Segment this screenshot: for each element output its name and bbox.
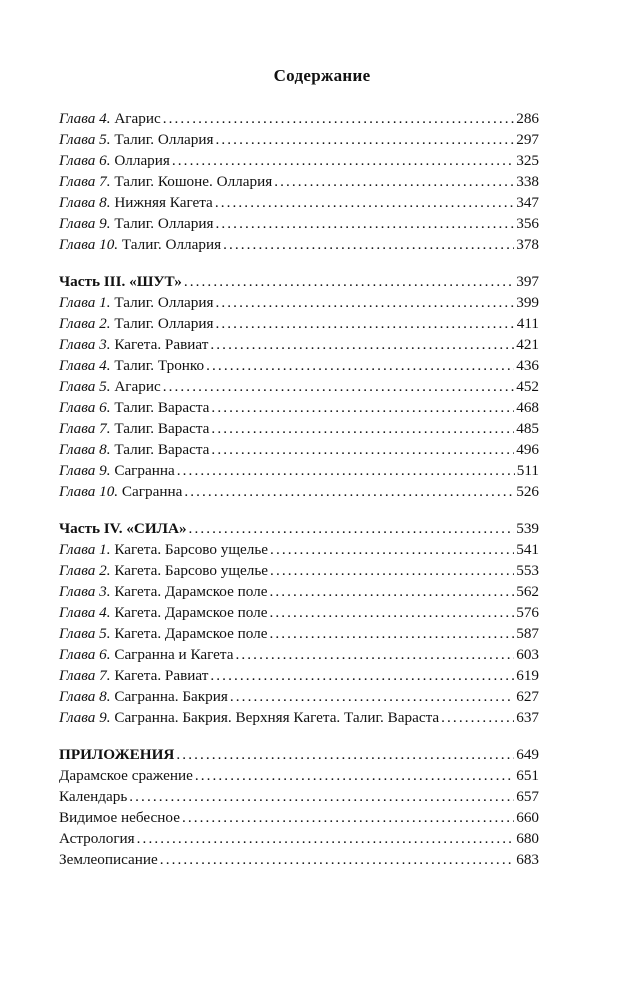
toc-entry[interactable]	[59, 707, 539, 728]
toc-entry[interactable]	[59, 292, 539, 313]
section-gap	[59, 255, 539, 271]
page-title: Содержание	[273, 66, 371, 85]
dot-leader	[176, 744, 514, 765]
table-of-contents	[59, 108, 539, 870]
chapter-number: Глава 9.	[59, 709, 111, 726]
chapter-number: Глава 4.	[59, 604, 111, 621]
chapter-number: Глава 4.	[59, 110, 111, 127]
chapter-number: Глава 10.	[59, 236, 119, 253]
toc-entry[interactable]	[59, 786, 539, 807]
toc-part-heading[interactable]	[59, 271, 539, 292]
toc-entry[interactable]	[59, 623, 539, 644]
dot-leader	[270, 560, 514, 581]
page-number: 541	[516, 541, 539, 558]
part-title: ПРИЛОЖЕНИЯ	[59, 746, 175, 763]
chapter-number: Глава 6.	[59, 646, 111, 663]
chapter-number: Глава 1.	[59, 294, 111, 311]
toc-entry[interactable]	[59, 560, 539, 581]
dot-leader	[160, 849, 514, 870]
dot-leader	[137, 828, 515, 849]
dot-leader	[215, 192, 514, 213]
chapter-title: Сагранна. Бакрия	[114, 688, 228, 705]
page-number: 378	[516, 236, 539, 253]
chapter-title: Талиг. Оллария	[114, 131, 214, 148]
chapter-title: Сагранна и Кагета	[114, 646, 234, 663]
page-number: 347	[516, 194, 539, 211]
page-number: 496	[516, 441, 539, 458]
toc-entry[interactable]	[59, 376, 539, 397]
chapter-number: Глава 8.	[59, 194, 111, 211]
chapter-title: Талиг. Оллария	[114, 315, 214, 332]
toc-entry[interactable]	[59, 602, 539, 623]
chapter-title: Сагранна. Бакрия. Верхняя Кагета. Талиг. Вараста	[114, 709, 440, 726]
dot-leader	[215, 129, 514, 150]
chapter-title: Кагета. Дарамское поле	[114, 604, 268, 621]
chapter-number: Глава 10.	[59, 483, 119, 500]
chapter-title: Кагета. Дарамское поле	[114, 625, 268, 642]
chapter-number: Глава 4.	[59, 357, 111, 374]
dot-leader	[235, 644, 514, 665]
toc-entry[interactable]	[59, 439, 539, 460]
dot-leader	[195, 765, 514, 786]
dot-leader	[210, 665, 514, 686]
page-number: 511	[516, 462, 539, 479]
chapter-title: Талиг. Оллария	[121, 236, 222, 253]
page-number: 603	[516, 646, 539, 663]
toc-entry[interactable]	[59, 171, 539, 192]
chapter-number: Глава 7.	[59, 173, 111, 190]
page-number: 325	[516, 152, 539, 169]
toc-section-part-3	[59, 271, 539, 502]
dot-leader	[223, 234, 514, 255]
chapter-title: Агарис	[114, 110, 161, 127]
toc-entry[interactable]	[59, 481, 539, 502]
page-number: 399	[516, 294, 539, 311]
dot-leader	[129, 786, 514, 807]
dot-leader	[215, 292, 514, 313]
page-number: 576	[516, 604, 539, 621]
toc-entry[interactable]	[59, 418, 539, 439]
section-gap	[59, 728, 539, 744]
chapter-number: Глава 6.	[59, 152, 111, 169]
toc-entry[interactable]	[59, 313, 539, 334]
dot-leader	[270, 539, 514, 560]
dot-leader	[184, 271, 514, 292]
page-number: 660	[516, 809, 539, 826]
part-title: Часть IV. «СИЛА»	[59, 520, 187, 537]
dot-leader	[172, 150, 514, 171]
page-number: 562	[516, 583, 539, 600]
toc-entry[interactable]	[59, 355, 539, 376]
chapter-title: Сагранна	[114, 462, 175, 479]
page-number: 619	[516, 667, 539, 684]
page-number: 649	[516, 746, 539, 763]
dot-leader	[206, 355, 514, 376]
toc-entry[interactable]	[59, 234, 539, 255]
toc-entry[interactable]	[59, 828, 539, 849]
page-number: 539	[516, 520, 539, 537]
toc-entry[interactable]	[59, 129, 539, 150]
dot-leader	[441, 707, 514, 728]
page-number: 356	[516, 215, 539, 232]
chapter-number: Глава 3.	[59, 583, 111, 600]
chapter-title: Оллария	[114, 152, 170, 169]
page-number: 553	[516, 562, 539, 579]
toc-entry[interactable]	[59, 849, 539, 870]
page-number: 651	[516, 767, 539, 784]
toc-entry[interactable]	[59, 665, 539, 686]
toc-section-continued	[59, 108, 539, 255]
chapter-number: Глава 7.	[59, 420, 111, 437]
section-gap	[59, 502, 539, 518]
chapter-title: Талиг. Оллария	[114, 215, 214, 232]
dot-leader	[211, 439, 514, 460]
chapter-number: Глава 9.	[59, 462, 111, 479]
page-number: 627	[516, 688, 539, 705]
appendix-title: Календарь	[59, 788, 128, 805]
chapter-number: Глава 2.	[59, 562, 111, 579]
appendix-title: Дарамское сражение	[59, 767, 193, 784]
toc-entry[interactable]	[59, 807, 539, 828]
page-number: 683	[516, 851, 539, 868]
page-number: 338	[516, 173, 539, 190]
page-number: 468	[516, 399, 539, 416]
dot-leader	[163, 108, 515, 129]
dot-leader	[215, 313, 514, 334]
toc-part-heading[interactable]	[59, 518, 539, 539]
toc-entry[interactable]	[59, 539, 539, 560]
toc-entry[interactable]	[59, 581, 539, 602]
chapter-title: Талиг. Вараста	[114, 399, 210, 416]
dot-leader	[274, 171, 514, 192]
toc-part-heading[interactable]	[59, 744, 539, 765]
chapter-title: Талиг. Вараста	[114, 441, 210, 458]
dot-leader	[189, 518, 515, 539]
toc-entry[interactable]	[59, 150, 539, 171]
toc-entry[interactable]	[59, 108, 539, 129]
page-number: 297	[516, 131, 539, 148]
appendix-title: Видимое небесное	[59, 809, 180, 826]
page-number: 452	[516, 378, 539, 395]
dot-leader	[211, 418, 514, 439]
toc-entry[interactable]	[59, 644, 539, 665]
toc-section-part-4	[59, 518, 539, 728]
chapter-number: Глава 6.	[59, 399, 111, 416]
chapter-number: Глава 5.	[59, 378, 111, 395]
toc-entry[interactable]	[59, 686, 539, 707]
page-number: 286	[516, 110, 539, 127]
dot-leader	[215, 213, 514, 234]
chapter-title: Сагранна	[121, 483, 183, 500]
page-number: 657	[516, 788, 539, 805]
page-number: 411	[516, 315, 539, 332]
dot-leader	[163, 376, 515, 397]
dot-leader	[177, 460, 515, 481]
toc-entry[interactable]	[59, 192, 539, 213]
chapter-number: Глава 8.	[59, 688, 111, 705]
dot-leader	[269, 581, 514, 602]
chapter-number: Глава 2.	[59, 315, 111, 332]
chapter-title: Талиг. Кошоне. Оллария	[114, 173, 273, 190]
chapter-title: Талиг. Оллария	[114, 294, 214, 311]
chapter-number: Глава 7.	[59, 667, 111, 684]
chapter-title: Кагета. Барсово ущелье	[114, 562, 269, 579]
toc-entry[interactable]	[59, 213, 539, 234]
toc-section-appendix	[59, 744, 539, 870]
chapter-number: Глава 5.	[59, 131, 111, 148]
chapter-title: Кагета. Барсово ущелье	[114, 541, 269, 558]
chapter-number: Глава 8.	[59, 441, 111, 458]
dot-leader	[182, 807, 514, 828]
page-number: 397	[516, 273, 539, 290]
chapter-title: Кагета. Дарамское поле	[114, 583, 268, 600]
chapter-title: Кагета. Равиат	[114, 667, 209, 684]
appendix-title: Астрология	[59, 830, 135, 847]
chapter-number: Глава 1.	[59, 541, 111, 558]
dot-leader	[269, 623, 514, 644]
chapter-title: Талиг. Тронко	[114, 357, 205, 374]
chapter-number: Глава 5.	[59, 625, 111, 642]
dot-leader	[210, 334, 514, 355]
chapter-number: Глава 9.	[59, 215, 111, 232]
part-title: Часть III. «ШУТ»	[59, 273, 182, 290]
chapter-title: Кагета. Равиат	[114, 336, 209, 353]
dot-leader	[230, 686, 514, 707]
chapter-number: Глава 3.	[59, 336, 111, 353]
chapter-title: Агарис	[114, 378, 161, 395]
chapter-title: Нижняя Кагета	[114, 194, 213, 211]
page-number: 436	[516, 357, 539, 374]
page-number: 587	[516, 625, 539, 642]
page-number: 680	[516, 830, 539, 847]
dot-leader	[211, 397, 514, 418]
toc-entry[interactable]	[59, 334, 539, 355]
page-number: 485	[516, 420, 539, 437]
dot-leader	[269, 602, 514, 623]
toc-entry[interactable]	[59, 765, 539, 786]
page-number: 637	[516, 709, 539, 726]
page-number: 421	[516, 336, 539, 353]
page-number: 526	[516, 483, 539, 500]
dot-leader	[184, 481, 514, 502]
appendix-title: Землеописание	[59, 851, 158, 868]
toc-entry[interactable]	[59, 460, 539, 481]
toc-entry[interactable]	[59, 397, 539, 418]
chapter-title: Талиг. Вараста	[114, 420, 210, 437]
